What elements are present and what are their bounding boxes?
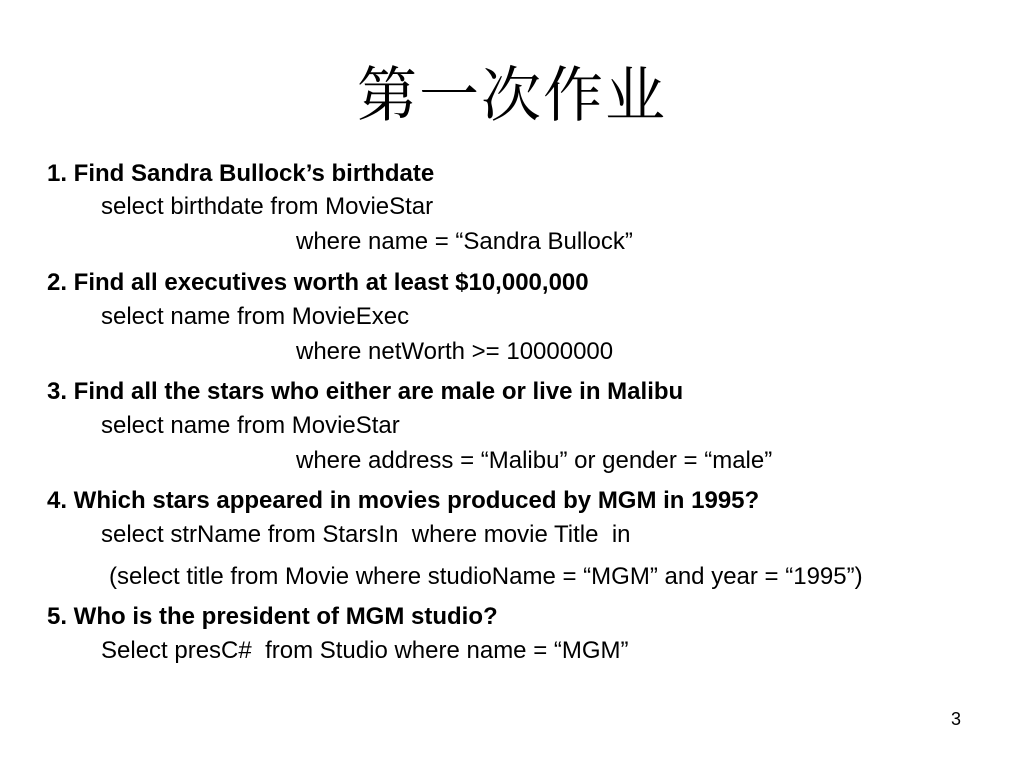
question-1-heading: 1. Find Sandra Bullock’s birthdate <box>47 160 435 187</box>
question-5-heading: 5. Who is the president of MGM studio? <box>47 603 498 630</box>
question-2-query-line-1: select name from MovieExec <box>101 303 410 330</box>
question-1-query-line-2: where name = “Sandra Bullock” <box>296 228 633 255</box>
question-4-query-line-2: (select title from Movie where studioName = “MGM” and year = “1995”) <box>109 563 863 590</box>
question-2-heading: 2. Find all executives worth at least $10,000,000 <box>47 269 589 296</box>
question-4-query-line-1: select strName from StarsIn where movie Title in <box>101 521 631 548</box>
question-3-heading: 3. Find all the stars who either are male or live in Malibu <box>47 378 684 405</box>
question-4-heading: 4. Which stars appeared in movies produced by MGM in 1995? <box>47 487 760 514</box>
slide-number: 3 <box>950 709 961 729</box>
question-2-query-line-2: where netWorth >= 10000000 <box>296 338 614 365</box>
slide-title: 第一次作业 <box>357 61 667 131</box>
question-1-query-line-1: select birthdate from MovieStar <box>101 193 434 220</box>
question-5-query-line-1: Select presC# from Studio where name = “MGM” <box>101 637 629 664</box>
question-3-query-line-2: where address = “Malibu” or gender = “male” <box>296 447 773 474</box>
question-3-query-line-1: select name from MovieStar <box>101 412 400 439</box>
